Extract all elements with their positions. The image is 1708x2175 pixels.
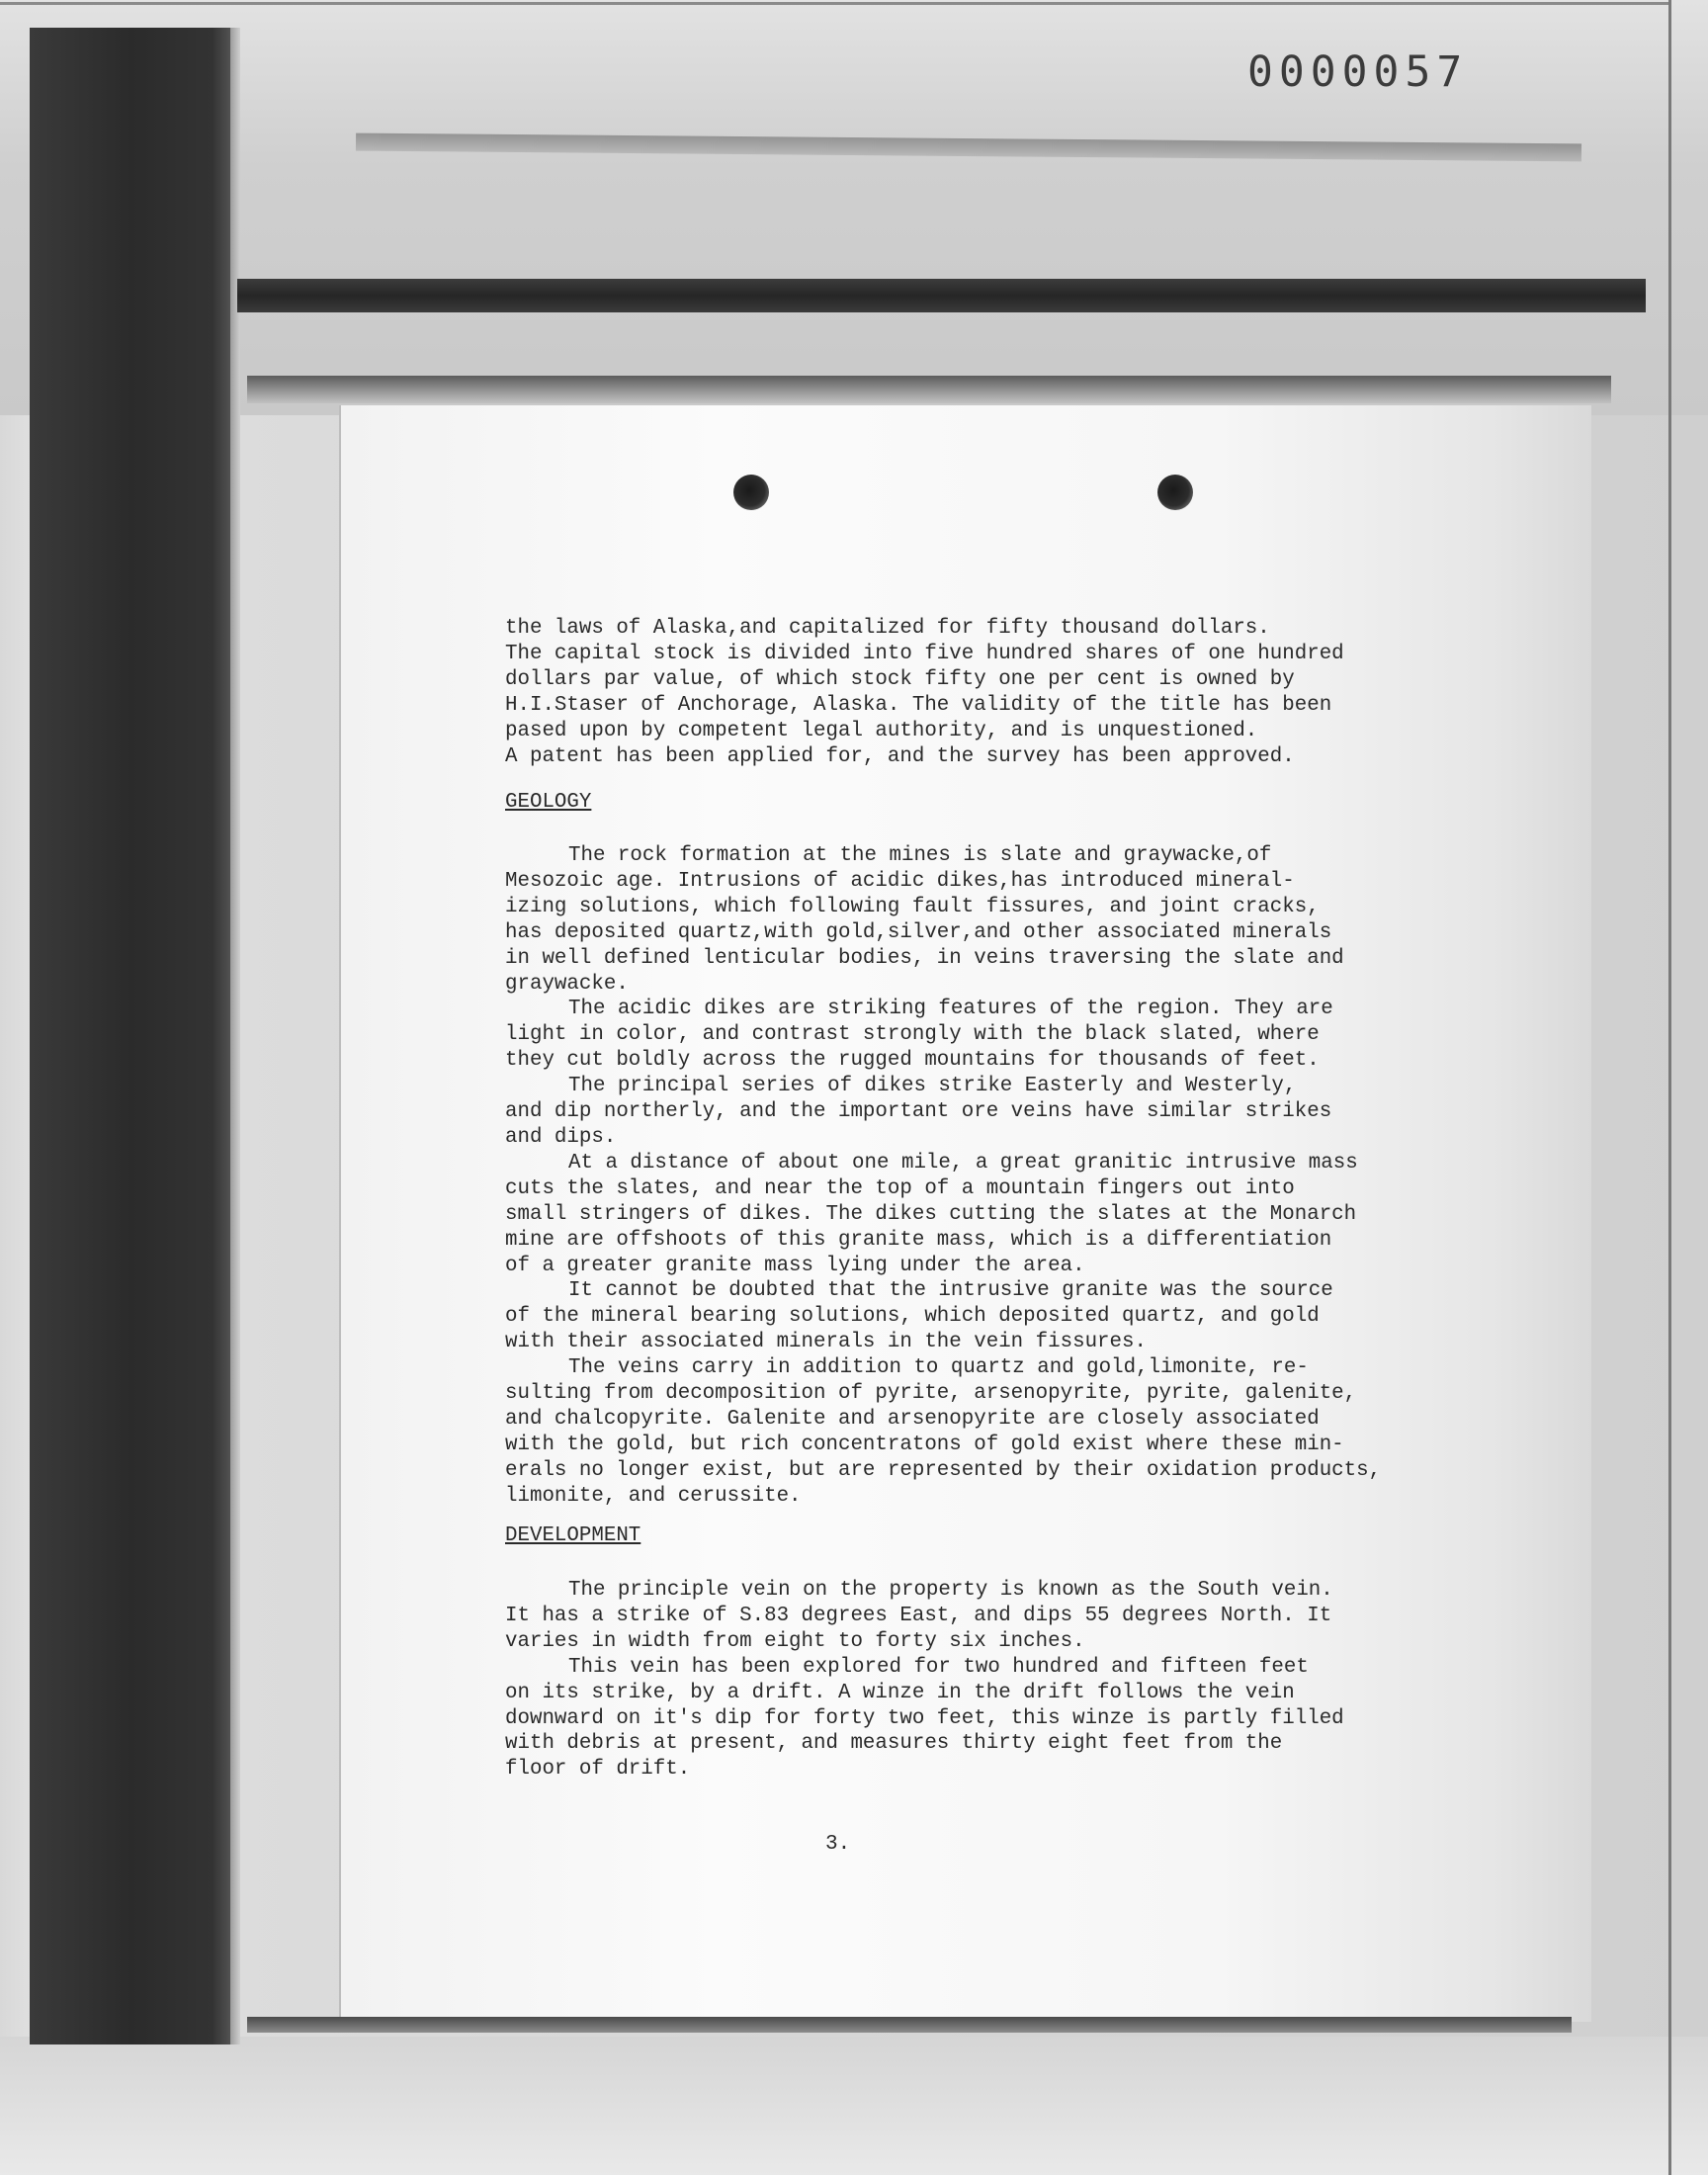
text-line: The capital stock is divided into five hundred shares of one hundred (505, 642, 1344, 665)
text-line: Mesozoic age. Intrusions of acidic dikes,has introduced mineral- (505, 869, 1295, 893)
text-line: H.I.Staser of Anchorage, Alaska. The validity of the title has been (505, 693, 1332, 717)
text-line: The rock formation at the mines is slate and graywacke,of (568, 844, 1272, 867)
punch-hole-icon (733, 475, 769, 510)
text-line: of a greater granite mass lying under the area. (505, 1254, 1085, 1277)
text-line: pased upon by competent legal authority, and is unquestioned. (505, 719, 1258, 742)
text-line: At a distance of about one mile, a great granitic intrusive mass (568, 1151, 1358, 1174)
frame-edge-top (0, 2, 1670, 5)
section-heading-geology: GEOLOGY (505, 791, 592, 814)
text-line: It cannot be doubted that the intrusive granite was the source (568, 1279, 1333, 1303)
frame-edge-right (1668, 0, 1671, 2175)
text-line: sulting from decomposition of pyrite, arsenopyrite, pyrite, galenite, (505, 1382, 1357, 1406)
text-line: with their associated minerals in the vein fissures. (505, 1331, 1147, 1354)
text-line: This vein has been explored for two hundred and fifteen feet (568, 1655, 1309, 1679)
text-line: A patent has been applied for, and the survey has been approved. (505, 744, 1295, 768)
geology-body (505, 843, 1414, 1510)
punch-hole-icon (1157, 475, 1193, 510)
text-line: and dips. (505, 1125, 617, 1149)
text-line: small stringers of dikes. The dikes cutting the slates at the Monarch (505, 1202, 1357, 1226)
intro-paragraph (505, 616, 1414, 769)
text-line: varies in width from eight to forty six inches. (505, 1629, 1085, 1653)
text-line: It has a strike of S.83 degrees East, and dips 55 degrees North. It (505, 1604, 1332, 1627)
text-line: light in color, and contrast strongly with the black slated, where (505, 1023, 1320, 1047)
text-line: izing solutions, which following fault fissures, and joint cracks, (505, 895, 1320, 918)
text-line: the laws of Alaska,and capitalized for fifty thousand dollars. (505, 617, 1270, 640)
text-line: downward on it's dip for forty two feet, this winze is partly filled (505, 1706, 1344, 1730)
clip-bar-lower (247, 376, 1611, 403)
clip-bar-bottom (247, 2017, 1572, 2033)
page-number: 3. (825, 1833, 851, 1856)
clip-bar-dark (237, 279, 1646, 312)
bottom-shadow (0, 2037, 1708, 2175)
text-line: dollars par value, of which stock fifty one per cent is owned by (505, 667, 1295, 691)
text-line: limonite, and cerussite. (505, 1484, 802, 1508)
text-line: in well defined lenticular bodies, in veins traversing the slate and (505, 946, 1344, 970)
text-line: erals no longer exist, but are represented by their oxidation products, (505, 1458, 1382, 1482)
text-line: has deposited quartz,with gold,silver,and other associated minerals (505, 920, 1332, 944)
text-line: floor of drift. (505, 1758, 691, 1782)
text-line: The principal series of dikes strike Easterly and Westerly, (568, 1075, 1297, 1098)
binding-strip (30, 28, 232, 2044)
text-line: of the mineral bearing solutions, which deposited quartz, and gold (505, 1305, 1320, 1329)
development-body (505, 1578, 1414, 1783)
text-line: The veins carry in addition to quartz and gold,limonite, re- (568, 1356, 1309, 1380)
text-line: with debris at present, and measures thirty eight feet from the (505, 1732, 1283, 1756)
document-id-stamp: 0000057 (1247, 47, 1469, 97)
text-line: mine are offshoots of this granite mass, which is a differentiation (505, 1228, 1332, 1252)
text-line: The acidic dikes are striking features of the region. They are (568, 998, 1333, 1021)
text-line: and dip northerly, and the important ore veins have similar strikes (505, 1100, 1332, 1124)
text-line: they cut boldly across the rugged mountains for thousands of feet. (505, 1049, 1320, 1073)
text-line: with the gold, but rich concentratons of gold exist where these min- (505, 1433, 1344, 1456)
text-line: on its strike, by a drift. A winze in the drift follows the vein (505, 1681, 1295, 1704)
binding-edge (230, 28, 240, 2044)
section-heading-development: DEVELOPMENT (505, 1524, 641, 1547)
text-line: cuts the slates, and near the top of a mountain fingers out into (505, 1176, 1295, 1200)
text-line: The principle vein on the property is known as the South vein. (568, 1579, 1333, 1602)
text-line: and chalcopyrite. Galenite and arsenopyrite are closely associated (505, 1407, 1320, 1431)
text-line: graywacke. (505, 972, 629, 996)
